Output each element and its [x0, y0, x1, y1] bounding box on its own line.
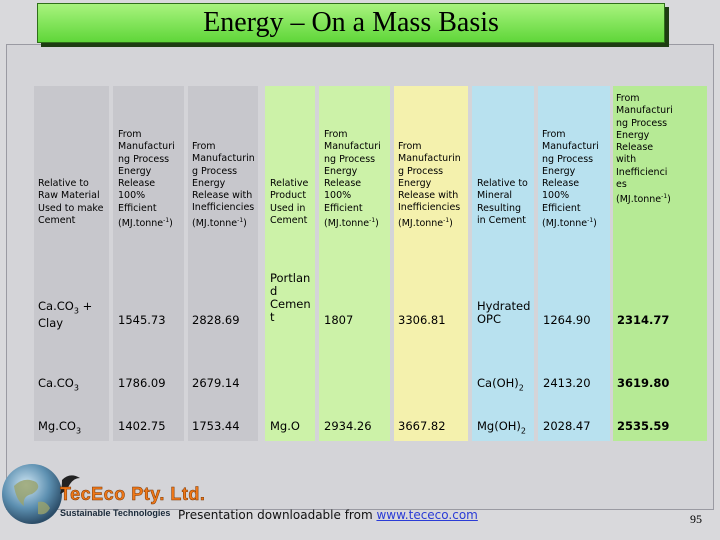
- page-number: 95: [690, 512, 702, 526]
- row2-inefficient-3: 3619.80: [617, 376, 670, 390]
- row2-inefficient-1: 2679.14: [192, 376, 240, 390]
- row3-inefficient-3: 2535.59: [617, 419, 670, 433]
- column-bg-4: [265, 86, 315, 441]
- row2-material: $Ca.CO_3$: [38, 376, 79, 393]
- column-bg-6: [394, 86, 468, 441]
- row2-efficient-1: 1786.09: [118, 376, 166, 390]
- row2-mineral: $Ca(OH)_2$: [477, 376, 524, 393]
- company-name: TecEco Pty. Ltd.: [60, 484, 206, 504]
- row3-efficient-1: 1402.75: [118, 419, 166, 433]
- company-tagline: Sustainable Technologies: [60, 508, 171, 518]
- row1-product: Portlan d Cemen t: [270, 271, 311, 324]
- header-col-6: From Manufacturin g Process Energy Release with Inefficiencies (MJ.tonne$^{-1}$): [398, 141, 461, 229]
- row3-material: $Mg.CO_3$: [38, 419, 82, 436]
- header-col-4: Relative Product Used in Cement: [270, 178, 309, 226]
- row1-material: $Ca.CO_3$ + Clay: [38, 299, 93, 331]
- row1-inefficient-3: 2314.77: [617, 313, 670, 327]
- header-col-1: Relative to Raw Material Used to make Cement: [38, 178, 104, 226]
- row1-inefficient-1: 2828.69: [192, 313, 240, 327]
- row1-efficient-3: 1264.90: [543, 313, 591, 327]
- footer: [178, 508, 478, 522]
- header-col-3: From Manufacturin g Process Energy Release with Inefficiencies (MJ.tonne$^{-1}$): [192, 141, 255, 229]
- row3-inefficient-2: 3667.82: [398, 419, 446, 433]
- row1-inefficient-2: 3306.81: [398, 313, 446, 327]
- row1-efficient-2: 1807: [324, 313, 354, 327]
- header-col-9: From Manufacturi ng Process Energy Release with Inefficienci es (MJ.tonne$^{-1}$): [616, 93, 673, 206]
- title-banner: [37, 3, 665, 43]
- row3-product: Mg.O: [270, 419, 300, 433]
- row2-efficient-3: 2413.20: [543, 376, 591, 390]
- row3-inefficient-1: 1753.44: [192, 419, 240, 433]
- header-col-2: From Manufacturi ng Process Energy Release 100% Efficient (MJ.tonne$^{-1}$): [118, 129, 175, 230]
- header-col-7: Relative to Mineral Resulting in Cement: [477, 178, 528, 226]
- footer-link[interactable]: www.tececo.com: [376, 508, 478, 522]
- row1-mineral: Hydrated OPC: [477, 299, 531, 326]
- row3-mineral: $Mg(OH)_2$: [477, 419, 526, 436]
- footer-text: Presentation downloadable from: [178, 508, 377, 522]
- header-col-8: From Manufacturi ng Process Energy Release 100% Efficient (MJ.tonne$^{-1}$): [542, 129, 599, 230]
- slide-title: Energy – On a Mass Basis: [203, 7, 499, 38]
- row3-efficient-3: 2028.47: [543, 419, 591, 433]
- header-col-5: From Manufacturi ng Process Energy Release 100% Efficient (MJ.tonne$^{-1}$): [324, 129, 381, 230]
- row1-efficient-1: 1545.73: [118, 313, 166, 327]
- row3-efficient-2: 2934.26: [324, 419, 372, 433]
